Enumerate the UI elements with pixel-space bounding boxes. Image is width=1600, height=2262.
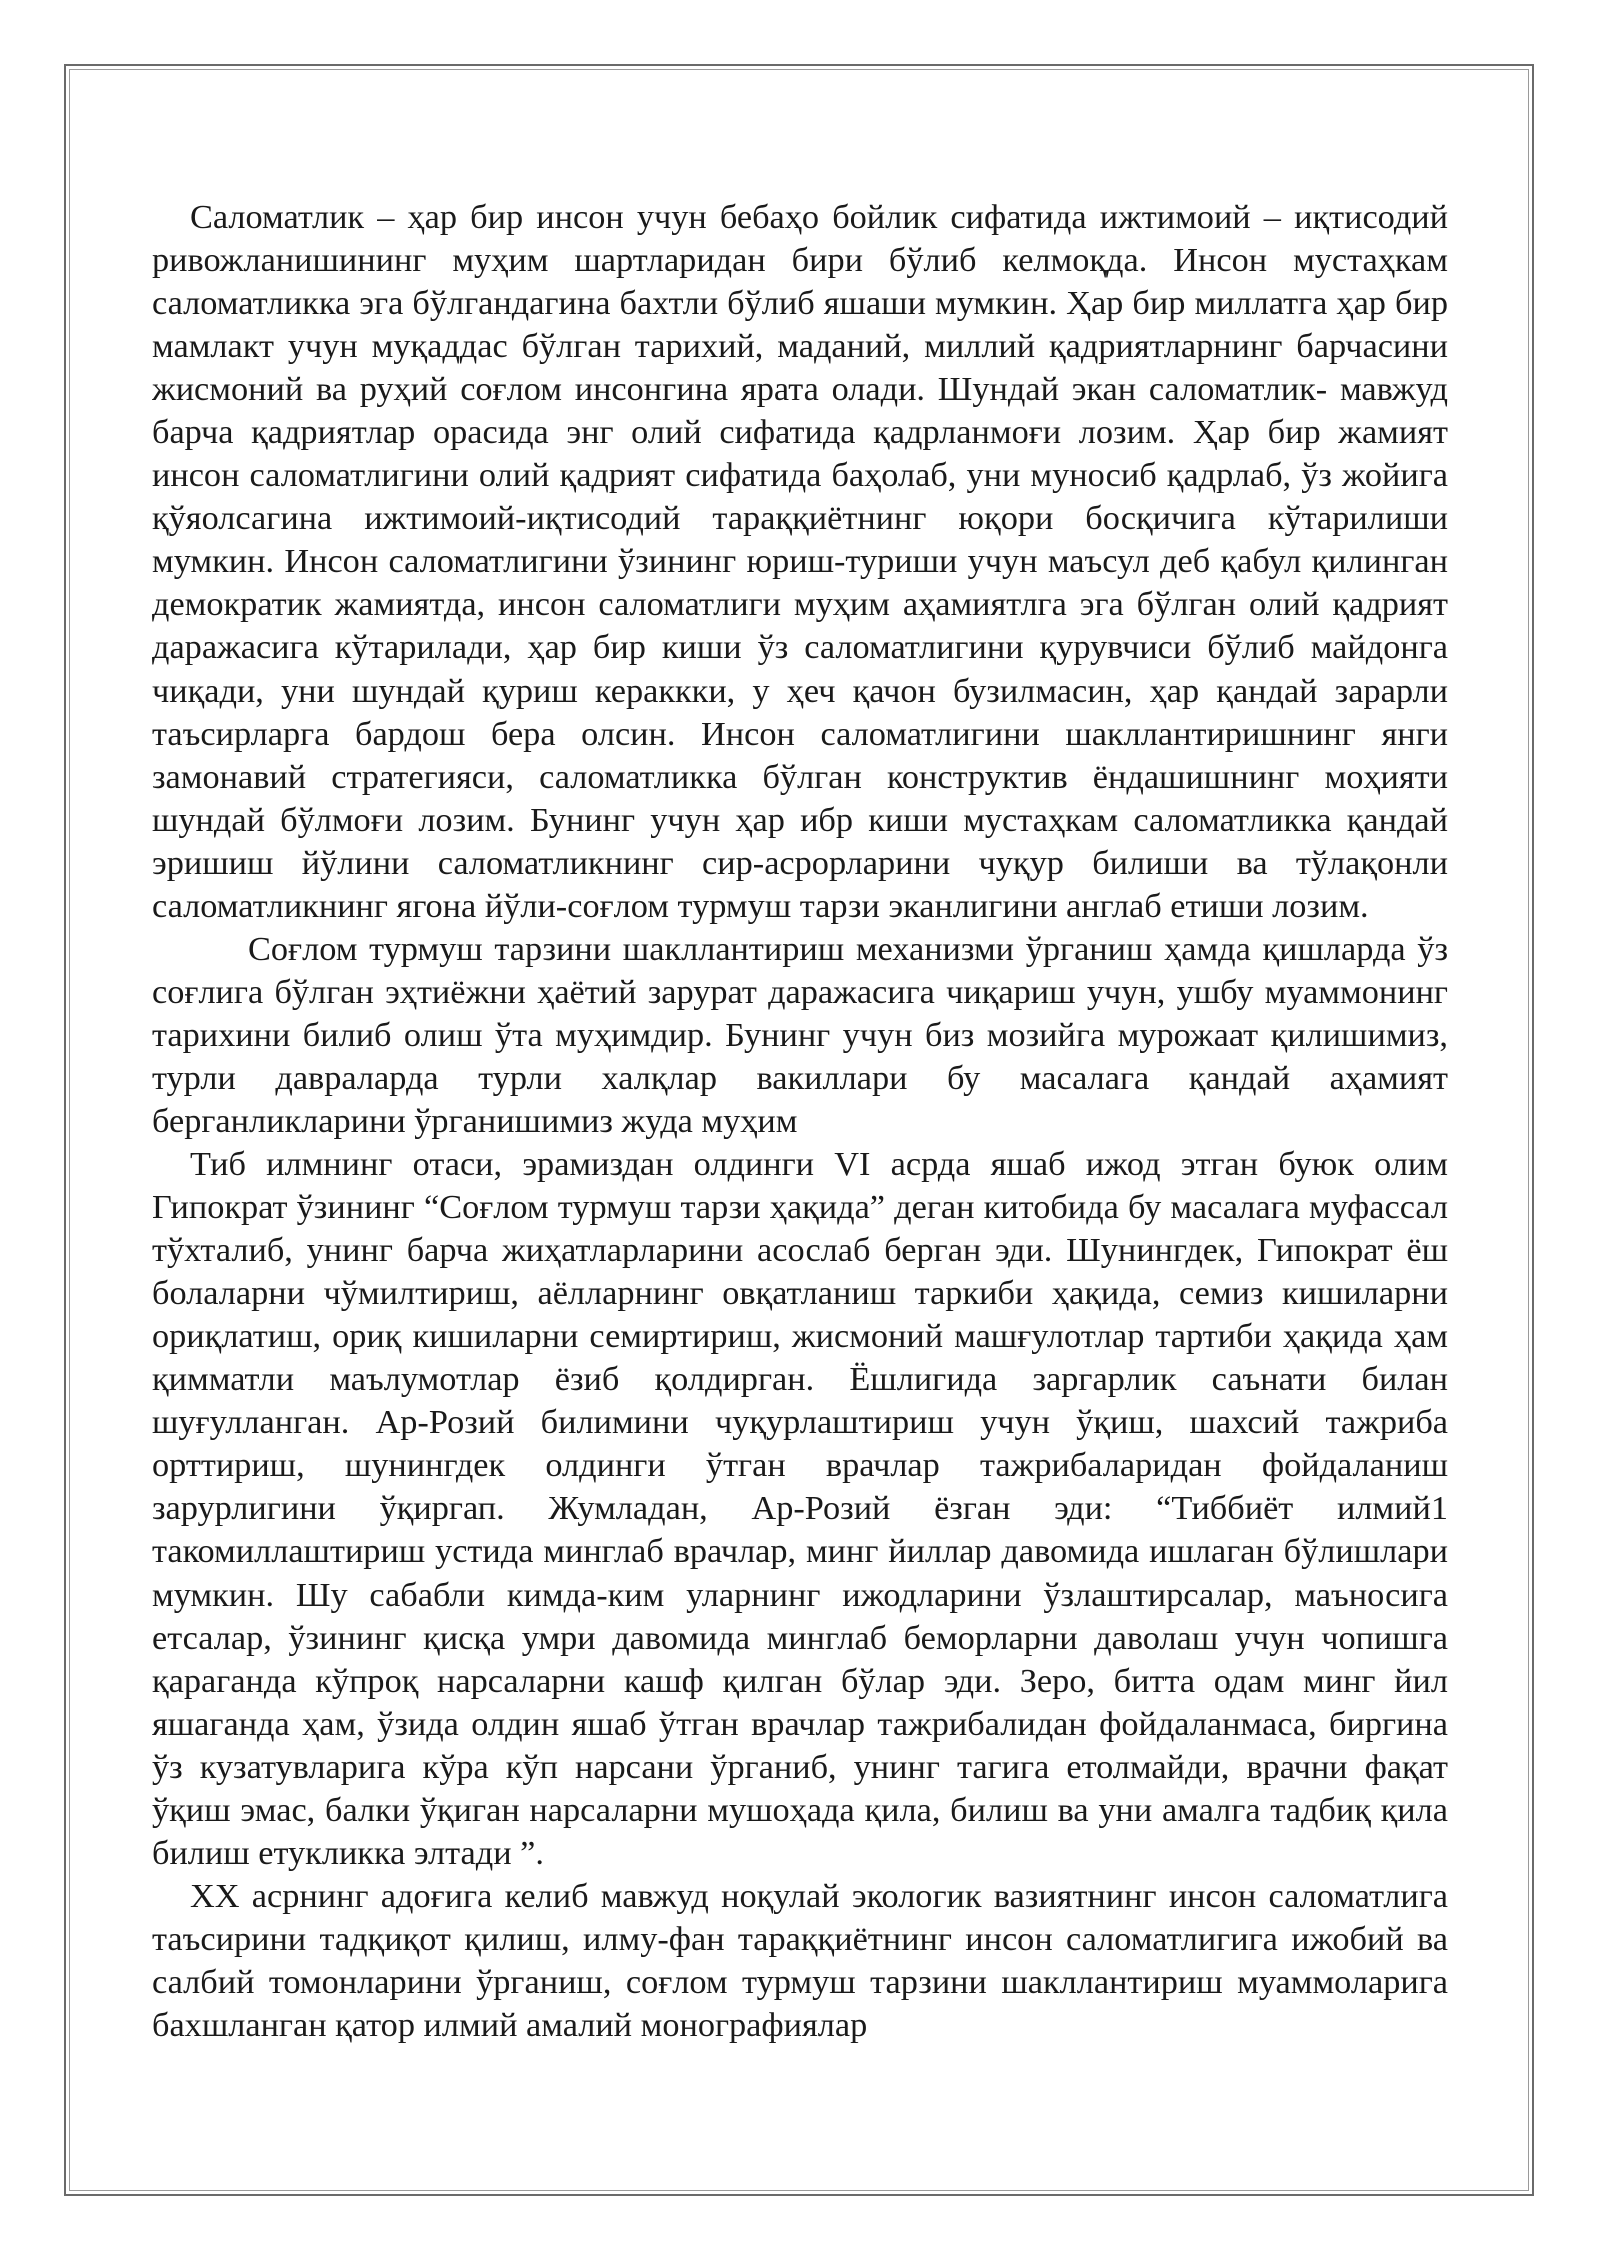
document-body xyxy=(152,196,1448,2186)
paragraph-4: XX асрнинг адоғига келиб мавжуд ноқулай экологик вазиятнинг инсон саломатлига таъсирини тадқиқот қилиш, илму-фан тараққиётнинг инсон саломатлигига ижобий ва салбий томонларини ўрганиш, соғлом турмуш тарзини шакллантириш муаммоларига бахшланган қатор илмий амалий монографиялар xyxy=(152,1876,1448,2044)
paragraph-3: Тиб илмнинг отаси, эрамиздан олдинги VI асрда яшаб ижод этган буюк олим Гипократ ўзининг “Соғлом турмуш тарзи ҳақида” деган китобида бу масалага муфассал тўхталиб, унинг барча жиҳатларларини асослаб берган эди. Шунингдек, Гипократ ёш болаларни чўмилтириш, аёлларнинг овқатланиш таркиби ҳақида, семиз кишиларни ориқлатиш, ориқ кишиларни семиртириш, жисмоний машғулотлар тартиби ҳақида ҳам қимматли маълумотлар ёзиб қолдирган. Ёшлигида заргарлик саънати билан шуғулланган. Ар-Розий билимини чуқурлаштириш учун ўқиш, шахсий тажриба орттириш, шунингдек олдинги ўтган врачлар тажрибаларидан фойдаланиш зарурлигини ўқиргап. Жумладан, Ар-Розий ёзган эди: “Тиббиёт илмий1 такомиллаштириш устида минглаб врачлар, минг йиллар давомида ишлаган бўлишлари мумкин. Шу сабабли кимда-ким уларнинг ижодларини ўзлаштирсалар, маъносига етсалар, ўзининг қисқа умри давомида минглаб беморларни даволаш учун чопишга қараганда кўпроқ нарсаларни кашф қилган бўлар эди. Зеро, битта одам минг йил яшаганда ҳам, ўзида олдин яшаб ўтган врачлар тажрибалидан фойдаланмаса, биргина ўз кузатувларига кўра кўп нарсани ўрганиб, унинг тагига етолмайди, врачни фақат ўқиш эмас, балки ўқиган нарсаларни мушоҳада қила, билиш ва уни амалга тадбиқ қила билиш етукликка элтади ”. xyxy=(152,1145,1448,1872)
paragraph-1: Саломатлик – ҳар бир инсон учун бебаҳо бойлик сифатида ижтимоий – иқтисодий ривожланишининг муҳим шартларидан бири бўлиб келмоқда. Инсон мустаҳкам саломатликка эга бўлгандагина бахтли бўлиб яшаши мумкин. Ҳар бир миллатга ҳар бир мамлакт учун муқаддас бўлган тарихий, маданий, миллий қадриятларнинг барчасини жисмоний ва руҳий соғлом инсонгина ярата олади. Шундай экан саломатлик- мавжуд барча қадриятлар орасида энг олий сифатида қадрланмоғи лозим. Ҳар бир жамият инсон саломатлигини олий қадрият сифатида баҳолаб, уни муносиб қадрлаб, ўз жойига қўяолсагина ижтимоий-иқтисодий тараққиётнинг юқори босқичига кўтарилиши мумкин. Инсон саломатлигини ўзининг юриш-туриши учун маъсул деб қабул қилинган демократик жамиятда, инсон саломатлиги муҳим аҳамиятлга эга бўлган олий қадрият даражасига кўтарилади, ҳар бир киши ўз саломатлигини қурувчиси бўлиб майдонга чиқади, уни шундай қуриш кераккки, у ҳеч қачон бузилмасин, ҳар қандай зарарли таъсирларга бардош бера олсин. Инсон саломатлигини шакллантиришнинг янги замонавий стратегияси, саломатликка бўлган конструктив ёндашишнинг моҳияти шундай бўлмоғи лозим. Бунинг учун ҳар ибр киши мустаҳкам саломатликка қандай эришиш йўлини саломатликнинг сир-асрорларини чуқур билиши ва тўлақонли саломатликнинг ягона йўли-соғлом турмуш тарзи эканлигини англаб етиши лозим. xyxy=(152,198,1448,925)
paragraph-2: Соғлом турмуш тарзини шакллантириш механизми ўрганиш ҳамда қишларда ўз соғлига бўлган эҳтиёжни ҳаётий зарурат даражасига чиқариш учун, ушбу муаммонинг тарихини билиб олиш ўта муҳимдир. Бунинг учун биз мозийга мурожаат қилишимиз, турли давраларда турли халқлар вакиллари бу масалага қандай аҳамият берганликларини ўрганишимиз жуда муҳим xyxy=(152,929,1448,1140)
